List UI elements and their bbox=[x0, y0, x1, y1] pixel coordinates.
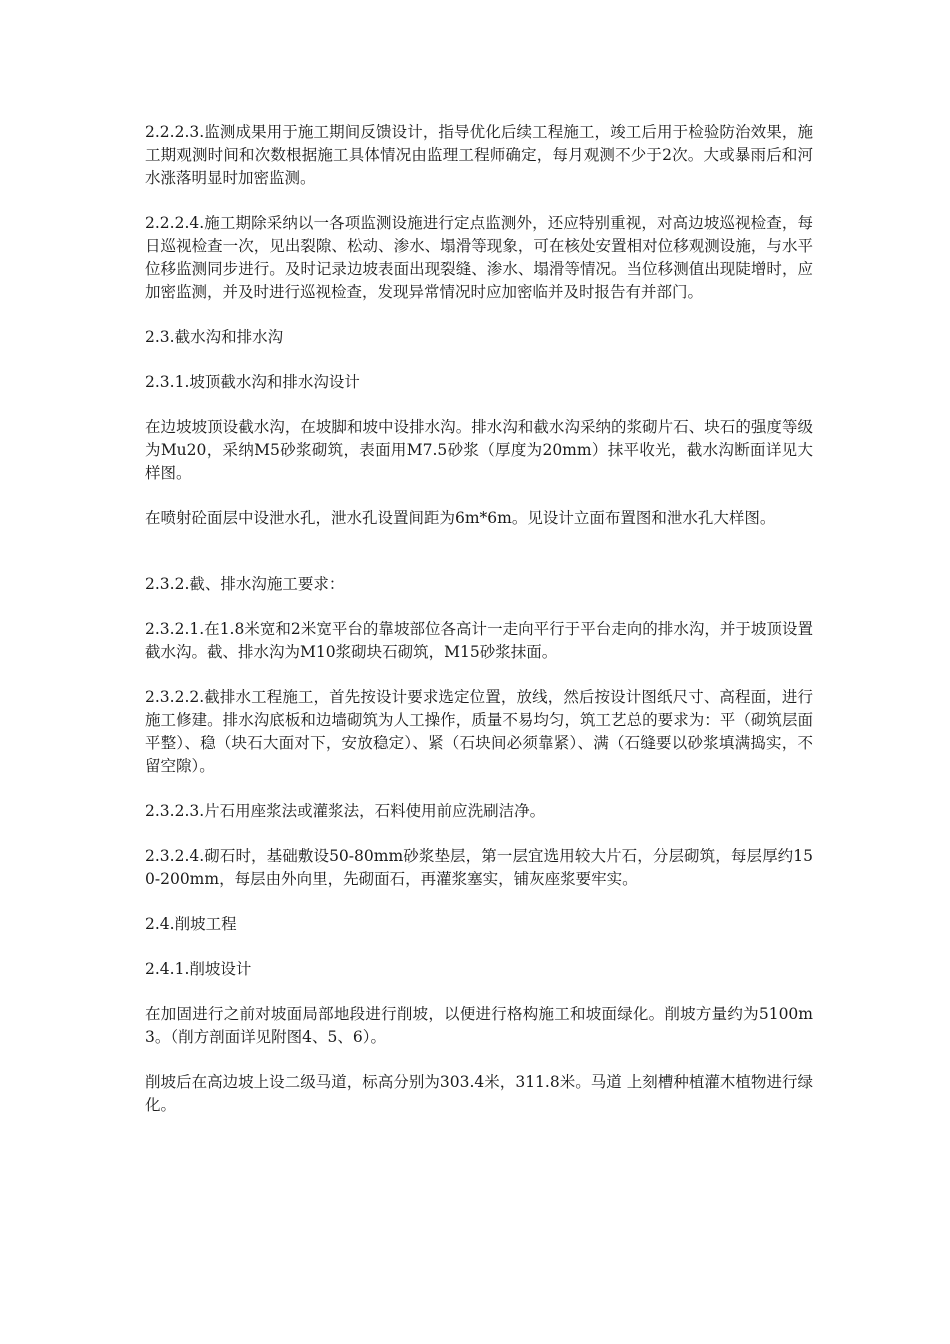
paragraph-berm: 削坡后在高边坡上设二级马道，标高分别为303.4米，311.8米。马道 上刻槽种植灌木植物进行绿化。 bbox=[145, 1073, 813, 1114]
paragraph-2-3-2-1: 2.3.2.1.在1.8米宽和2米宽平台的靠坡部位各高计一走向平行于平台走向的排水沟，并于坡顶设置截水沟。截、排水沟为M10浆砌块石砌筑，M15砂浆抹面。 bbox=[145, 620, 813, 661]
section-heading-2-3-2: 2.3.2.截、排水沟施工要求： bbox=[145, 575, 345, 593]
paragraph-2-3-2-3: 2.3.2.3.片石用座浆法或灌浆法，石料使用前应洗刷洁净。 bbox=[145, 802, 546, 820]
paragraph-2-2-2-4: 2.2.2.4.施工期除采纳以一各项监测设施进行定点监测外，还应特别重视，对高边坡巡视检查，每日巡视检查一次，见出裂隙、松动、渗水、塌滑等现象，可在核处安置相对位移观测设施，与水平位移监测同步进行。及时记录边坡表面出现裂缝、渗水、塌滑等情况。当位移测值出现陡增时，应加密监测，并及时进行巡视检查，发现异常情况时应加密临并及时报告有并部门。 bbox=[145, 214, 813, 301]
paragraph-slope-cutting: 在加固进行之前对坡面局部地段进行削坡，以便进行格构施工和坡面绿化。削坡方量约为5100m3。（削方剖面详见附图4、5、6）。 bbox=[145, 1005, 813, 1046]
section-heading-2-4: 2.4.削坡工程 bbox=[145, 915, 237, 933]
paragraph-ditch-design: 在边坡坡顶设截水沟，在坡脚和坡中设排水沟。排水沟和截水沟采纳的浆砌片石、块石的强度等级为Mu20，采纳M5砂浆砌筑，表面用M7.5砂浆（厚度为20mm）抹平收光，截水沟断面详见大样图。 bbox=[145, 418, 813, 482]
paragraph-2-3-2-4: 2.3.2.4.砌石时，基础敷设50-80mm砂浆垫层，第一层宜选用较大片石，分层砌筑，每层厚约150-200mm，每层由外向里，先砌面石，再灌浆塞实，铺灰座浆要牢实。 bbox=[145, 847, 813, 888]
section-heading-2-3: 2.3.截水沟和排水沟 bbox=[145, 328, 284, 346]
paragraph-2-2-2-3: 2.2.2.3.监测成果用于施工期间反馈设计，指导优化后续工程施工，竣工后用于检验防治效果，施工期观测时间和次数根据施工具体情况由监理工程师确定，每月观测不少于2次。大或暴雨后和河水涨落明显时加密监测。 bbox=[145, 123, 813, 187]
section-heading-2-4-1: 2.4.1.削坡设计 bbox=[145, 960, 252, 978]
paragraph-2-3-2-2: 2.3.2.2.截排水工程施工，首先按设计要求选定位置，放线，然后按设计图纸尺寸、高程面，进行施工修建。排水沟底板和边墙砌筑为人工操作，质量不易均匀，筑工艺总的要求为：平（砌筑层面平整）、稳（块石大面对下，安放稳定）、紧（石块间必须靠紧）、满（石缝要以砂浆填满捣实，不留空隙）。 bbox=[145, 688, 813, 775]
document-body bbox=[145, 121, 813, 1139]
section-heading-2-3-1: 2.3.1.坡顶截水沟和排水沟设计 bbox=[145, 373, 360, 391]
paragraph-drain-holes: 在喷射砼面层中设泄水孔，泄水孔设置间距为6m*6m。见设计立面布置图和泄水孔大样图。 bbox=[145, 509, 776, 527]
